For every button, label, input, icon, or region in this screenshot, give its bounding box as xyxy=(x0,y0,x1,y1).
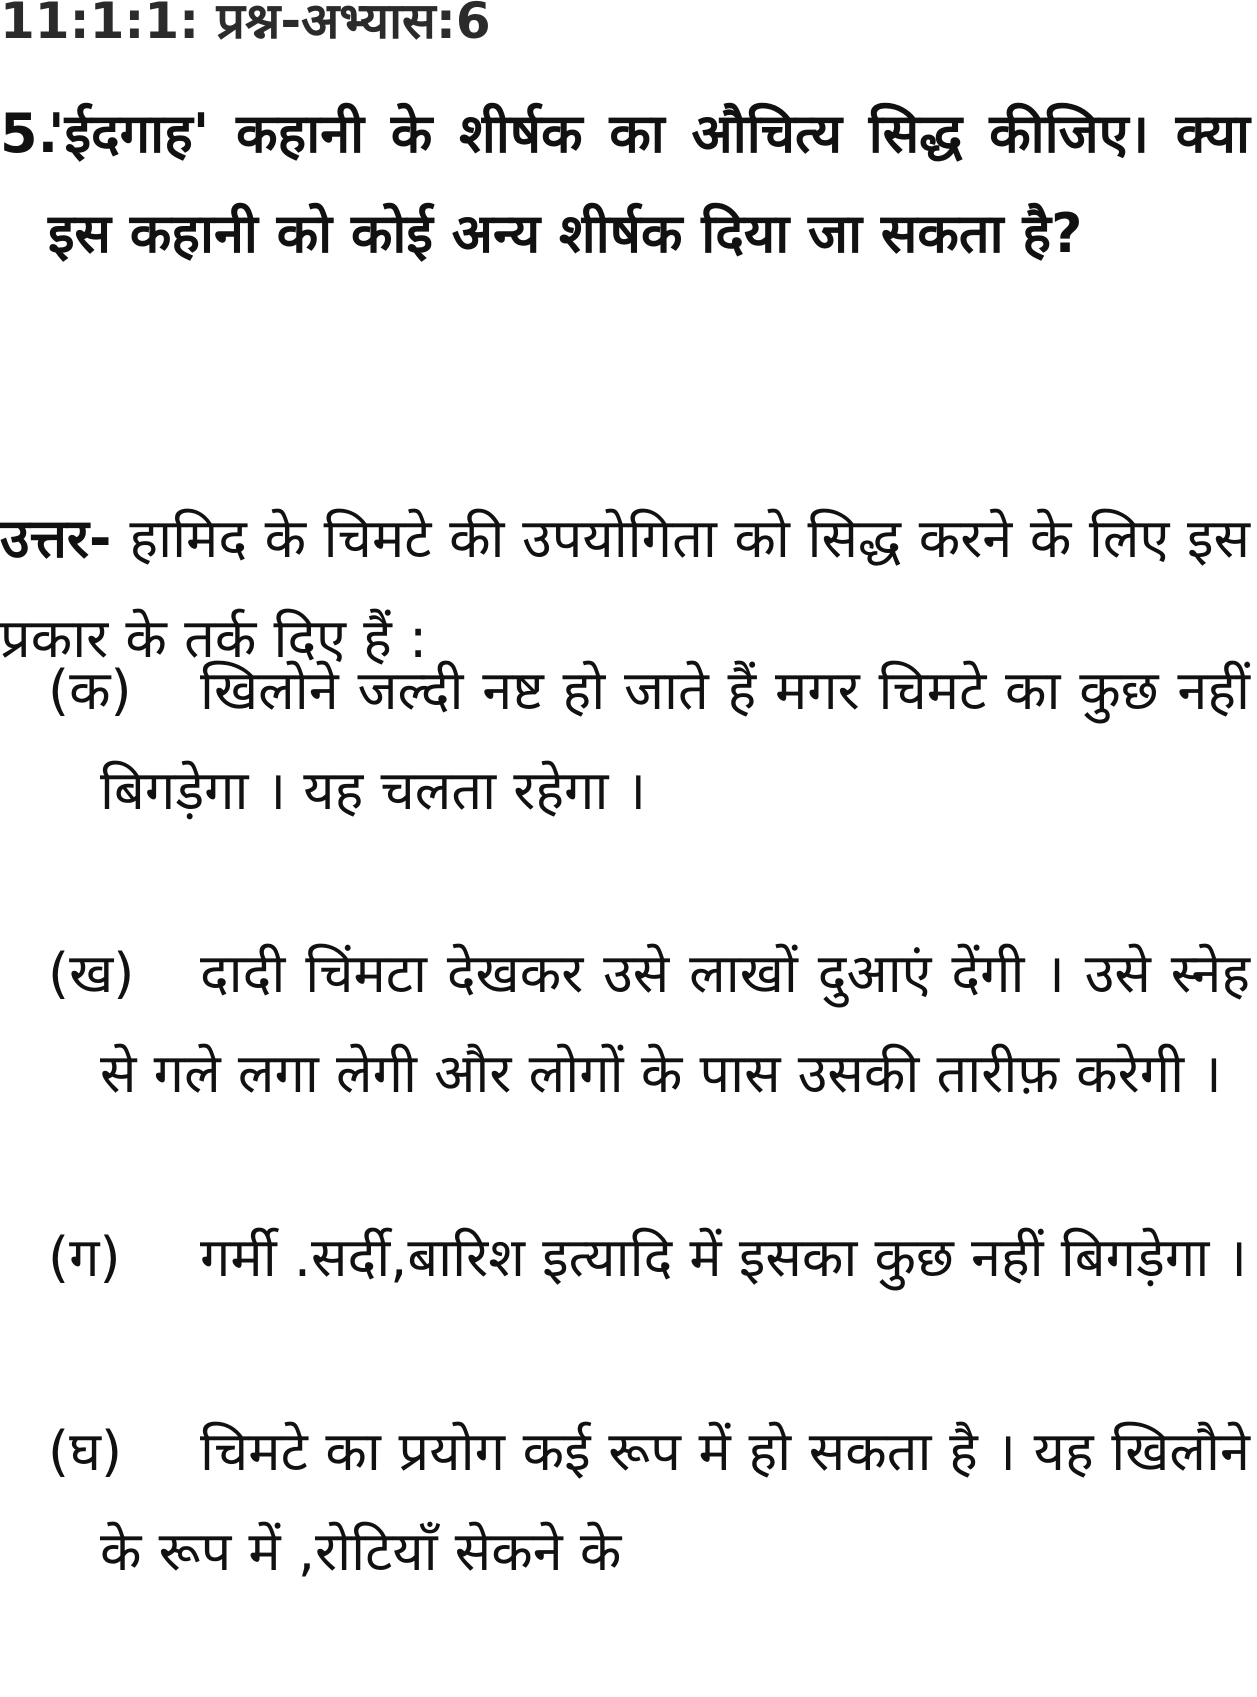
list-item-text: चिमटे का प्रयोग कई रूप में हो सकता है । यह खिलौने के रूप में ,रोटियाँ सेकने के xyxy=(100,1420,1250,1583)
list-item xyxy=(0,1208,1250,1308)
list-item xyxy=(0,641,1250,841)
list-item xyxy=(0,1402,1250,1602)
question-block xyxy=(0,84,1250,284)
section-heading: 11:1:1: प्रश्न-अभ्यास:6 xyxy=(0,0,491,50)
answer-intro-text: हामिद के चिमटे की उपयोगिता को सिद्ध करने के लिए इस प्रकार के तर्क दिए हैं : xyxy=(0,507,1250,670)
list-item-marker: (ग) xyxy=(48,1226,121,1289)
answer-label: उत्तर- xyxy=(0,507,112,570)
question-number: 5. xyxy=(0,102,59,165)
list-item-marker: (क) xyxy=(48,659,132,722)
list-item xyxy=(0,924,1250,1124)
list-item-text: गर्मी .सर्दी,बारिश इत्यादि में इसका कुछ नहीं बिगड़ेगा । xyxy=(200,1226,1247,1289)
list-item-marker: (ख) xyxy=(48,942,135,1005)
question-text: 'ईदगाह' कहानी के शीर्षक का औचित्य सिद्ध कीजिए। क्या इस कहानी को कोई अन्य शीर्षक दिया जा सकता है? xyxy=(48,102,1250,265)
list-item-text: दादी चिंमटा देखकर उसे लाखों दुआएं देंगी । उसे स्नेह से गले लगा लेगी और लोगों के पास उसकी तारीफ़ करेगी । xyxy=(100,942,1250,1105)
list-item-marker: (घ) xyxy=(48,1420,123,1483)
list-item-text: खिलोने जल्दी नष्ट हो जाते हैं मगर चिमटे का कुछ नहीं बिगड़ेगा । यह चलता रहेगा । xyxy=(100,659,1250,822)
